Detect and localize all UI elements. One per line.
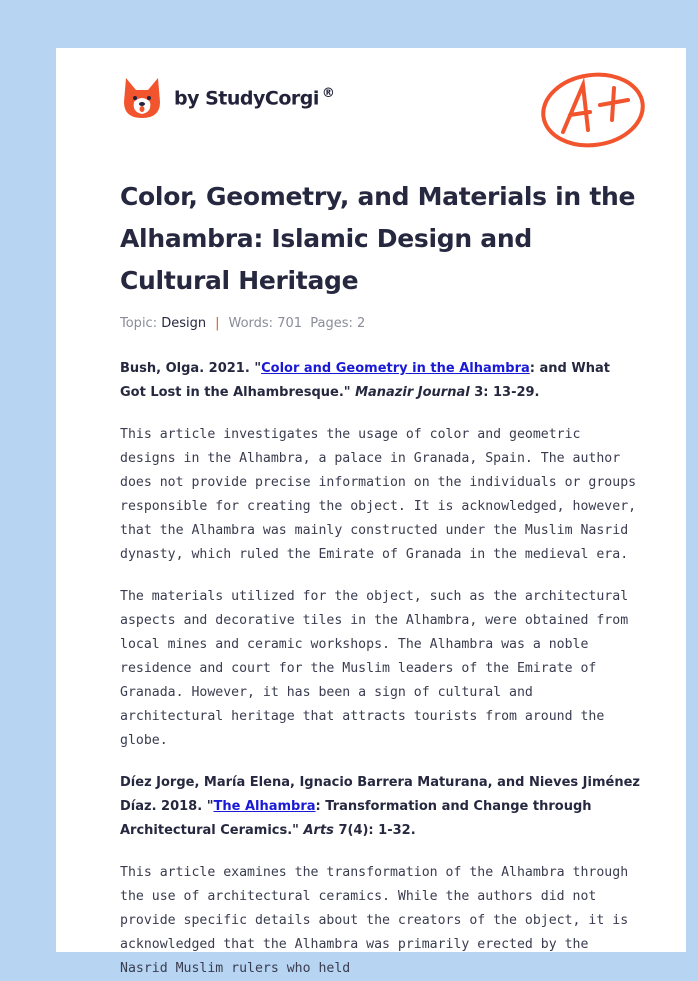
paragraph: This article investigates the usage of color and geometric designs in the Alhambra, a palace in Granada, Spain. The author does not provide precise information on the individuals or groups responsible for creating the object. It is acknowledged, however, that the Alhambra was mainly constructed under the Muslim Nasrid dynasty, which ruled the Emirate of Granada in the medieval era. [120, 427, 637, 562]
studycorgi-logo[interactable] [122, 76, 334, 120]
essay-card [56, 48, 686, 976]
reference-link[interactable]: Color and Geometry in the Alhambra [261, 361, 530, 376]
paragraph: This article examines the transformation of the Alhambra through the use of architectural ceramics. While the authors did not provide specific details about the creators of the object, it is acknowledged that the Alhambra was primarily erected by the Nasrid Muslim rulers who held [120, 865, 629, 976]
topic-link[interactable]: Design [161, 316, 207, 331]
reference: Díez Jorge, María Elena, Ignacio Barrera Maturana, and Nieves Jiménez Díaz. 2018. "The Alhambra: Transformation and Change through Architectural Ceramics." Arts 7(4): 1-32. [120, 775, 640, 838]
paragraph: The materials utilized for the object, such as the architectural aspects and decorative tiles in the Alhambra, were obtained from local mines and ceramic workshops. The Alhambra was a noble residence and court for the Muslim leaders of the Emirate of Granada. However, it has been a sign of cultural and architectural heritage that attracts tourists from around the globe. [120, 589, 629, 748]
brand-name: by StudyCorgi ® [174, 86, 335, 110]
reference-link[interactable]: The Alhambra [213, 799, 316, 814]
corgi-icon [122, 76, 162, 120]
essay-meta: Topic: Design | Words: 701 Pages: 2 [120, 316, 366, 331]
page-title: Color, Geometry, and Materials in the Alhambra: Islamic Design and Cultural Heritage [120, 182, 636, 295]
a-plus-grade-icon [538, 70, 648, 150]
reference: Bush, Olga. 2021. "Color and Geometry in the Alhambra: and What Got Lost in the Alhambresque." Manazir Journal 3: 13-29. [120, 361, 610, 400]
